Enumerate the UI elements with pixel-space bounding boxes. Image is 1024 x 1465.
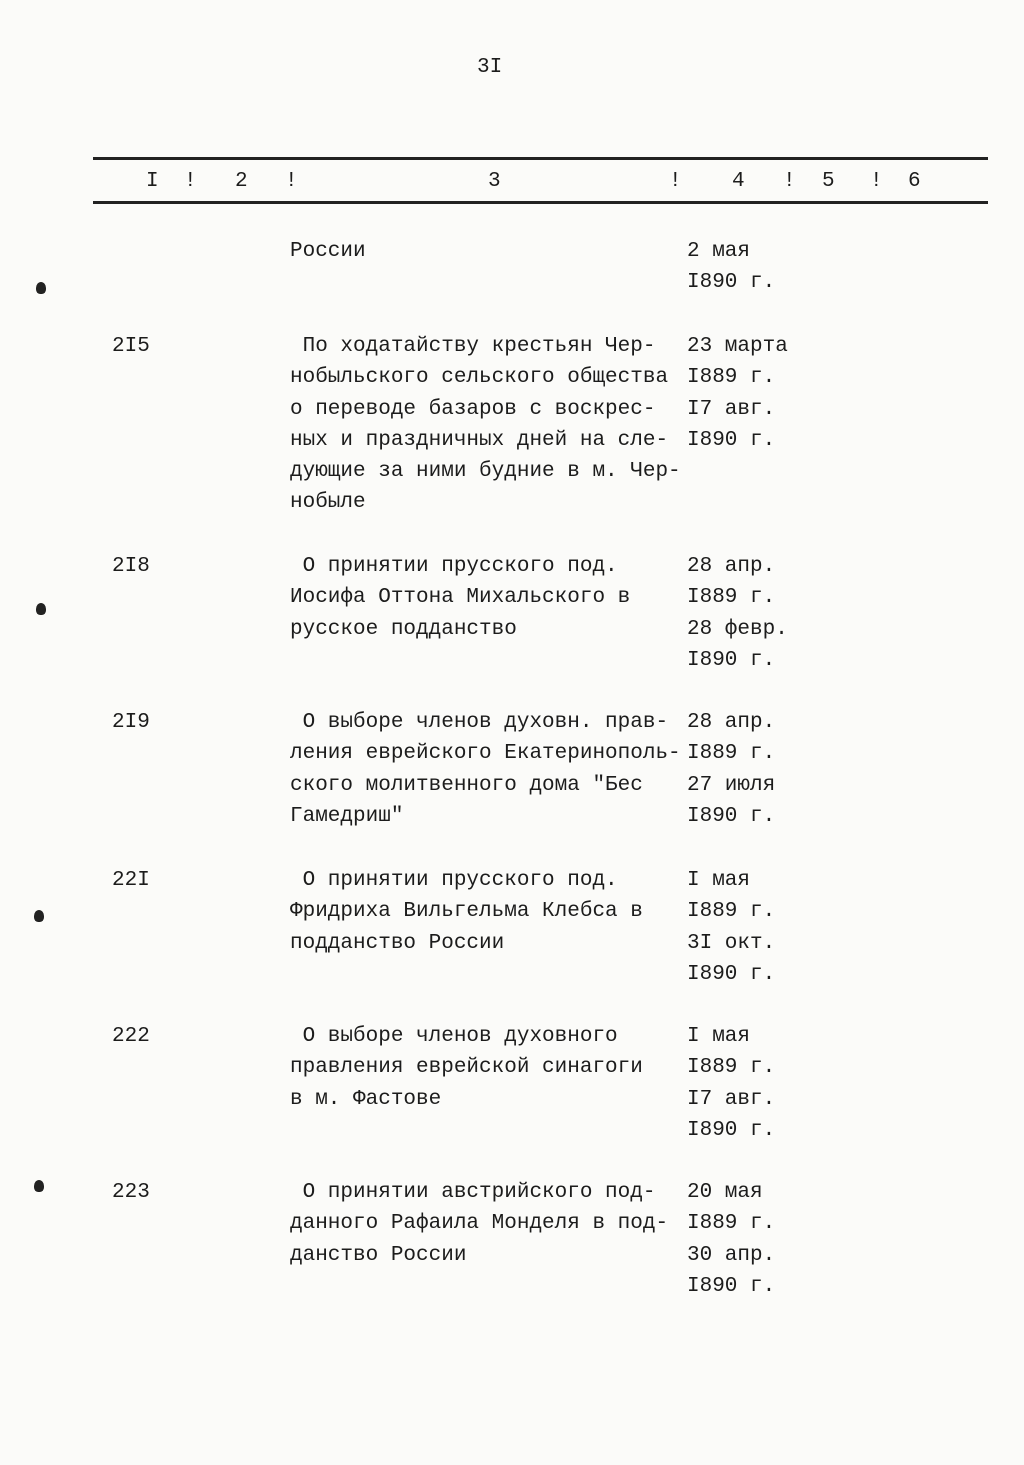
entry-date-line: I мая — [687, 869, 751, 892]
header-top-rule — [93, 157, 988, 160]
entry-date-line: I889 г. — [687, 366, 776, 390]
entry-description-line: ления еврейского Екатеринополь- — [290, 742, 681, 766]
entry-date-line: I889 г. — [687, 900, 776, 924]
entry-description-line: правления еврейской синагоги — [290, 1056, 643, 1080]
page-number: 3I — [477, 56, 503, 79]
entry-description-line: в м. Фастове — [290, 1087, 442, 1111]
entry-number: 222 — [112, 1025, 150, 1048]
header-col-5: 5 — [822, 170, 835, 193]
entry-date-line: 28 апр. — [687, 711, 776, 734]
entry-description-line: русское подданство — [290, 617, 517, 641]
entry-number: 22I — [112, 869, 150, 892]
entry-date-line: 23 марта — [687, 335, 788, 358]
entry-date-line: 2 мая — [687, 240, 751, 263]
entry-description-line: дующие за ними будние в м. Чер- — [290, 460, 681, 484]
entry-description-line: подданство России — [290, 931, 505, 955]
entry-description — [290, 331, 681, 519]
header-bottom-rule — [93, 201, 988, 204]
entry-date-line: I890 г. — [687, 271, 776, 295]
entry-date-line: 28 февр. — [687, 617, 788, 641]
header-separator: ! — [669, 170, 682, 193]
header-col-3: 3 — [488, 170, 501, 193]
entry-date-line: I889 г. — [687, 1056, 776, 1080]
entry-description-line: ных и праздничных дней на сле- — [290, 428, 669, 452]
header-separator: ! — [783, 170, 796, 193]
entry-date-line: I7 авг. — [687, 397, 776, 421]
entry-dates — [687, 1021, 775, 1146]
entry-number: 2I5 — [112, 335, 150, 358]
entry-dates — [687, 331, 788, 456]
entry-description — [290, 1021, 643, 1115]
entry-description-line: данство России — [290, 1243, 467, 1267]
entry-date-line: I7 авг. — [687, 1087, 776, 1111]
entry-dates — [687, 551, 788, 676]
entry-date-line: I889 г. — [687, 742, 776, 766]
header-col-1: I — [146, 170, 159, 193]
entry-dates — [687, 1177, 775, 1302]
punch-hole-mark — [34, 910, 44, 922]
punch-hole-mark — [34, 1180, 44, 1192]
entry-date-line: I мая — [687, 1025, 751, 1048]
entry-description-line: Гамедриш" — [290, 804, 404, 828]
entry-number: 2I9 — [112, 711, 150, 734]
entry-date-line: I890 г. — [687, 648, 776, 672]
punch-hole-mark — [36, 603, 46, 615]
entry-dates — [687, 707, 775, 832]
entry-description — [290, 551, 630, 645]
entry-description — [290, 236, 366, 267]
entry-description-line: ского молитвенного дома "Бес — [290, 773, 643, 797]
entry-date-line: I890 г. — [687, 428, 776, 452]
entry-dates — [687, 865, 775, 990]
entry-date-line: 30 апр. — [687, 1243, 776, 1267]
entry-description-line: О принятии австрийского под- — [290, 1181, 656, 1204]
header-col-2: 2 — [235, 170, 248, 193]
header-separator: ! — [285, 170, 298, 193]
entry-description-line: О выборе членов духовн. прав- — [290, 711, 669, 734]
entry-number: 223 — [112, 1181, 150, 1204]
entry-date-line: I890 г. — [687, 1274, 776, 1298]
entry-description-line: О принятии прусского под. — [290, 555, 618, 578]
entry-date-line: 3I окт. — [687, 931, 776, 955]
entry-description-line: Фридриха Вильгельма Клебса в — [290, 900, 643, 924]
header-separator: ! — [184, 170, 197, 193]
entry-dates — [687, 236, 775, 299]
entry-description-line: о переводе базаров с воскрес- — [290, 397, 656, 421]
entry-description-line: нобыльского сельского общества — [290, 366, 669, 390]
entry-description — [290, 707, 681, 832]
entry-description — [290, 1177, 668, 1271]
header-col-4: 4 — [732, 170, 745, 193]
entry-date-line: 20 мая — [687, 1181, 763, 1204]
entry-description — [290, 865, 643, 959]
entry-date-line: I890 г. — [687, 962, 776, 986]
entry-description-line: О принятии прусского под. — [290, 869, 618, 892]
header-separator: ! — [870, 170, 883, 193]
entry-date-line: I889 г. — [687, 586, 776, 610]
entry-date-line: I890 г. — [687, 1118, 776, 1142]
entry-number: 2I8 — [112, 555, 150, 578]
punch-hole-mark — [36, 282, 46, 294]
entry-date-line: 27 июля — [687, 773, 776, 797]
entry-description-line: По ходатайству крестьян Чер- — [290, 335, 656, 358]
entry-description-line: России — [290, 240, 366, 263]
entry-description-line: О выборе членов духовного — [290, 1025, 618, 1048]
entry-description-line: данного Рафаила Монделя в под- — [290, 1212, 669, 1236]
entry-date-line: I889 г. — [687, 1212, 776, 1236]
entry-date-line: 28 апр. — [687, 555, 776, 578]
entry-description-line: нобыле — [290, 491, 366, 515]
entry-description-line: Иосифа Оттона Михальского в — [290, 586, 631, 610]
header-col-6: 6 — [908, 170, 921, 193]
entry-date-line: I890 г. — [687, 804, 776, 828]
